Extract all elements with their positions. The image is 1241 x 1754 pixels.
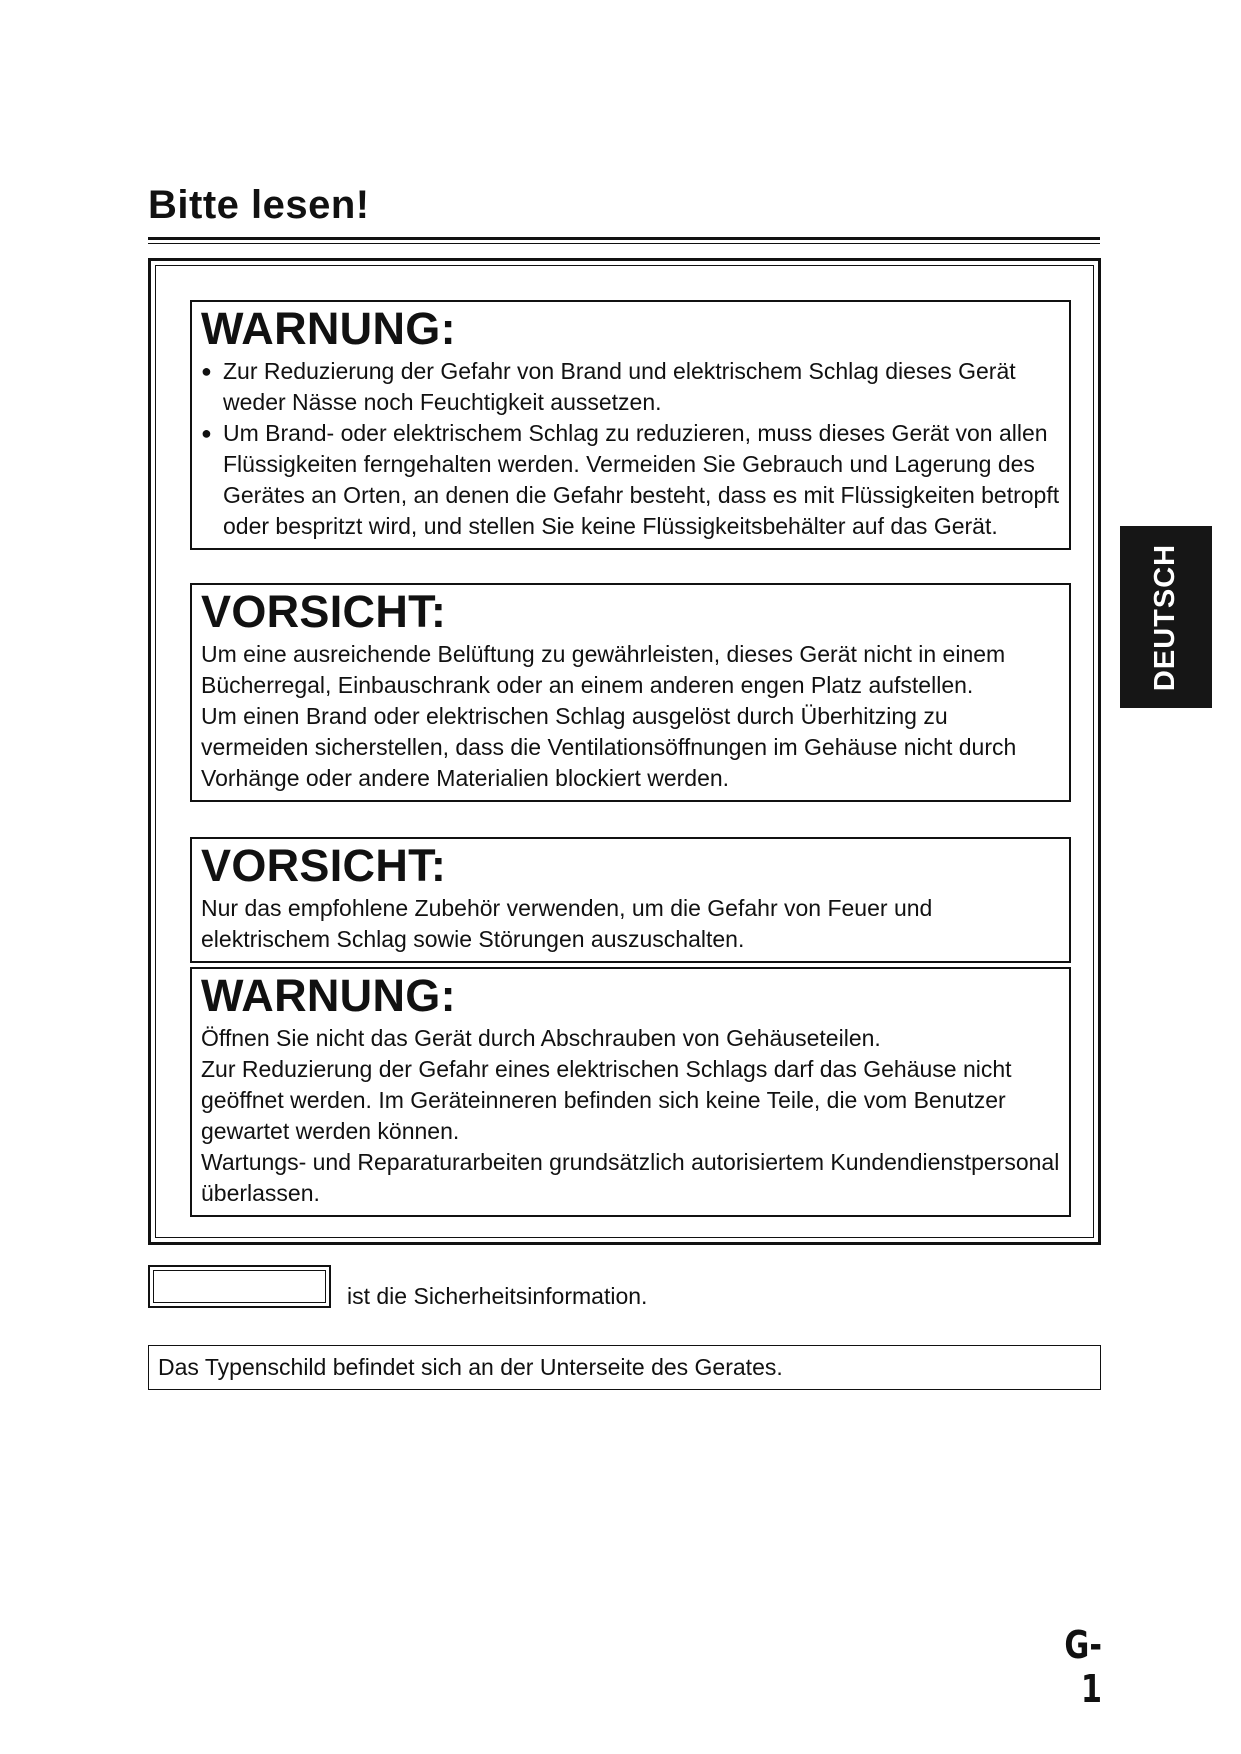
caution-heading: VORSICHT:: [201, 586, 447, 637]
page-title: Bitte lesen!: [148, 183, 370, 227]
title-rule: [148, 237, 1100, 244]
safety-legend-text: ist die Sicherheitsinformation.: [347, 1283, 648, 1309]
language-tab-label: DEUTSCH: [1149, 543, 1182, 691]
warning-bullet-list: [201, 356, 1060, 542]
list-item: [201, 356, 1060, 418]
typeplate-note: Das Typenschild befindet sich an der Unterseite des Gerates.: [148, 1345, 1101, 1390]
warning-heading: WARNUNG:: [201, 303, 456, 354]
caution-paragraph: Um eine ausreichende Belüftung zu gewährleisten, dieses Gerät nicht in einem Bücherregal, Einbauschrank oder an einem anderen engen Platz aufstellen.: [201, 641, 1006, 698]
caution-paragraph: Nur das empfohlene Zubehör verwenden, um die Gefahr von Feuer und elektrischem Schlag sowie Störungen auszuschalten.: [201, 895, 933, 952]
safety-legend-symbol: [148, 1265, 331, 1308]
bullet-text: Zur Reduzierung der Gefahr von Brand und elektrischem Schlag dieses Gerät weder Nässe noch Feuchtigkeit aussetzen.: [223, 358, 1016, 415]
bullet-icon: ●: [201, 361, 212, 381]
caution-paragraph: Um einen Brand oder elektrischen Schlag ausgelöst durch Überhitzing zu vermeiden sicherstellen, dass die Ventilationsöffnungen im Gehäuse nicht durch Vorhänge oder andere Materialien blockiert werden.: [201, 703, 1017, 791]
caution-box-1: [190, 583, 1071, 802]
warning-paragraph: Öffnen Sie nicht das Gerät durch Abschrauben von Gehäuseteilen.: [201, 1025, 881, 1051]
caution-heading: VORSICHT:: [201, 840, 447, 891]
warning-heading: WARNUNG:: [201, 970, 456, 1021]
safety-legend-symbol-inner: [153, 1270, 326, 1303]
bullet-text: Um Brand- oder elektrischem Schlag zu reduzieren, muss dieses Gerät von allen Flüssigkeiten ferngehalten werden. Vermeiden Sie Gebrauch und Lagerung des Gerätes an Orten, an denen die Gefahr besteht, dass es mit Flüssigkeiten betropft oder bespritzt wird, und stellen Sie keine Flüssigkeitsbehälter auf das Gerät.: [223, 420, 1060, 539]
language-tab: [1120, 526, 1212, 708]
safety-information-frame: [148, 258, 1101, 1245]
warning-paragraph: Zur Reduzierung der Gefahr eines elektrischen Schlags darf das Gehäuse nicht geöffnet werden. Im Geräteinneren befinden sich keine Teile, die vom Benutzer gewartet werden können.: [201, 1056, 1012, 1144]
warning-box-1: [190, 300, 1071, 550]
caution-box-2: [190, 837, 1071, 963]
page-number: G-1: [1064, 1623, 1102, 1711]
bullet-icon: ●: [201, 423, 212, 443]
warning-box-2: [190, 967, 1071, 1217]
list-item: [201, 418, 1060, 542]
safety-information-frame-inner: [155, 265, 1094, 1238]
warning-paragraph: Wartungs- und Reparaturarbeiten grundsätzlich autorisiertem Kundendienstpersonal überlassen.: [201, 1149, 1060, 1206]
